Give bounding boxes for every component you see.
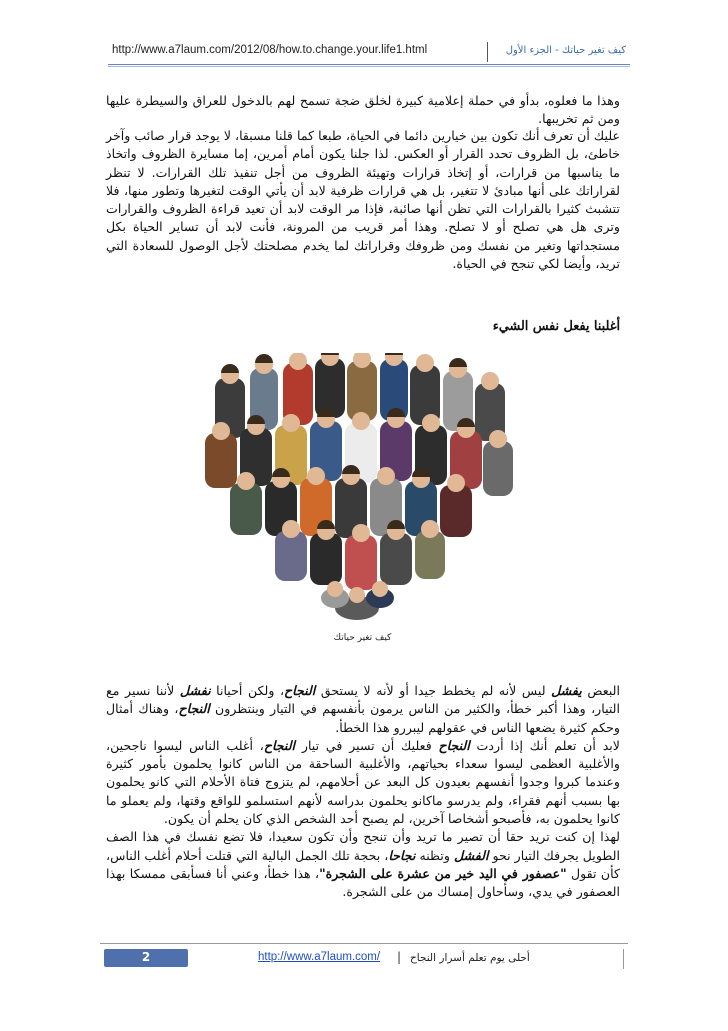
paragraph-choices: عليك أن تعرف أنك تكون بين خيارين دائما في الحياة، طبعا كما قلنا مسبقا، لا يوجد قرار صائب وآخر خاطئ، بل الظروف تحدد القرار أو العكس. لذا جلنا يكون أمام أمرين، إما مسايرة الظروف واتخاذ ما يناسبها من قرارات، أو إتخاذ قرارات وتهيئة الظروف من أجل تنفيذ تلك القرارات. لا تنظر لقراراتك على أنها مبادئ لا تتغير، بل هي قرارات ظرفية لابد أن يأتي الوقت لتغيرها وتطور منها، فلا تتشبث كثيرا بالقرارات التي تظن أنها صائبة، فإذا مر الوقت لابد أن تعيد قراءة الظروف والقرارات وترى هل هي تصلح أو لا تصلح. وهذا أمر قريب من المرونة، فأنت لابد أن تساير الحياة بكل مستجداتها وتغير من نفسك ومن ظروفك وقراراتك لما يخدم مصلحتك لأجل الوصول للسعادة التي تريد، وأيضا لكي تنجح في الحياة.: [106, 128, 620, 272]
emphasis-fail: الفشل: [453, 847, 489, 863]
footer-link[interactable]: http://www.a7laum.com/: [258, 951, 381, 963]
text-run: لهذا إن كنت تريد حقا أن تصير ما تريد وأن تنجح وأن تكون سعيدا، فلا تضع نفسك في هذا الصف الطويل يجرفك التيار نحو: [106, 829, 620, 863]
text-run: وتظنه: [415, 847, 454, 863]
footer-site-name: أحلى يوم تعلم أسرار النجاح: [410, 952, 530, 964]
text-run: ، ولكن أحيانا: [210, 683, 285, 698]
paragraph-success: [106, 682, 620, 902]
emphasis-success: النجاح: [284, 683, 316, 698]
quote-proverb: "عصفور في اليد خير من عشرة على الشجرة": [319, 865, 567, 881]
page-header: [112, 42, 626, 62]
footer-divider: [623, 949, 624, 969]
text-run: ، وهناك أمثال وحكم كثيرة يضعها الناس في عقولهم ليبررو هذا الخطأ.: [106, 701, 620, 735]
text-run: لابد أن تعلم أنك إذا أردت: [469, 737, 620, 753]
footer-separator: |: [397, 950, 402, 964]
text-run: ، هذا خطأ، وعني أنا فسأبقى ممسكا بهذا العصفور في يدي، وسأحاول إمساك من على الشجرة.: [106, 865, 620, 900]
emphasis-success: النجاح: [263, 737, 296, 753]
crowd-people: [205, 353, 513, 620]
emphasis-success: النجاح: [178, 701, 210, 717]
photo-caption: كيف تغير حياتك: [333, 633, 392, 643]
text-run: ، أغلب الناس ليسوا ناجحين، والأغلبية العظمى ليسوا سعداء بحياتهم، والأغلبية الساحقة من الناس كانوا يحلمون بأمور كثيرة وعندما كبروا وجدوا أنفسهم بعيدون كل البعد عن أحلامهم، لم يتزوج فتاة الأحلام التي كانو يحلمون بها بسبب أنهم فقراء، ولم يدرسو ماكانو يحلمون بدراسه لأنهم استسلمو للواقع وقتها، ولم يعملو ما كانوا يحلمون به، فأصبحو أشخاصا آخرين، لم يصبح أحد الشخص الذي كان يحلم أن يكون.: [106, 737, 620, 827]
text-run: البعض: [581, 683, 620, 698]
paragraph-intro: وهذا ما فعلوه، بدأو في حملة إعلامية كبيرة لخلق ضجة تسمح لهم بالدخول للعراق والسيطرة عليها ومن ثم تخريبها.: [106, 93, 620, 127]
emphasis-fail: نفشل: [179, 683, 211, 698]
header-title: كيف تغير حياتك - الجزء الأول: [505, 45, 626, 56]
emphasis-fail: يفشل: [551, 683, 582, 698]
text-run: فعليك أن تسير في تيار: [295, 737, 439, 753]
crowd-photo: [195, 353, 520, 623]
header-rule: [108, 64, 630, 65]
text-run: ليس لأنه لم يخطط جيدا أو لأنه لا يستحق: [315, 683, 552, 698]
emphasis-success: نجاحا: [388, 847, 416, 863]
page-number: 2: [141, 950, 151, 964]
header-url[interactable]: http://www.a7laum.com/2012/08/how.to.change.your.life1.html: [112, 44, 428, 56]
text-run: لأننا نسير مع التيار، وهذا أكبر خطأ، والكثير من الناس يرمون بأنفسهم في التيار وينتظرون: [106, 683, 621, 717]
footer-rule: [100, 943, 628, 944]
header-divider: [487, 42, 488, 62]
section-heading: أغلبنا يفعل نفس الشيء: [492, 319, 620, 334]
header-rule-secondary: [108, 66, 630, 67]
text-run: ، بحجة تلك الجمل البالية التي قتلت أحلام أغلب الناس، كأن تقول: [106, 847, 620, 881]
emphasis-success: النجاح: [438, 737, 470, 753]
